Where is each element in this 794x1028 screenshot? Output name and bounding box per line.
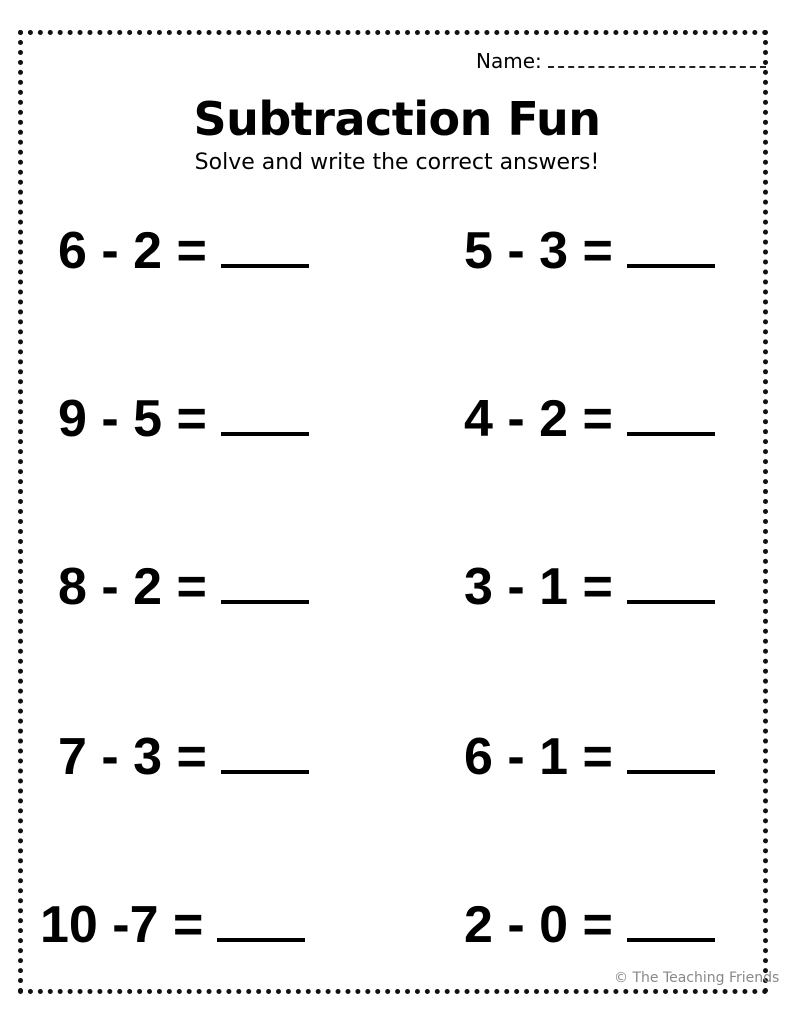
problem-3	[58, 388, 309, 448]
answer-blank[interactable]	[627, 726, 715, 774]
answer-blank[interactable]	[627, 220, 715, 268]
instructions: Solve and write the correct answers!	[194, 150, 600, 175]
answer-blank[interactable]	[221, 220, 309, 268]
answer-blank[interactable]	[627, 894, 715, 942]
problem-expression: 9 - 5 =	[58, 390, 207, 448]
problem-7	[58, 726, 309, 786]
answer-blank[interactable]	[627, 556, 715, 604]
problem-expression: 6 - 2 =	[58, 222, 207, 280]
problem-expression: 2 - 0 =	[464, 896, 613, 954]
answer-blank[interactable]	[221, 726, 309, 774]
problem-expression: 8 - 2 =	[58, 558, 207, 616]
problem-4	[464, 388, 715, 448]
problem-5	[58, 556, 309, 616]
problem-expression: 7 - 3 =	[58, 728, 207, 786]
page-title: Subtraction Fun	[193, 92, 601, 146]
problem-2	[464, 220, 715, 280]
problem-8	[464, 726, 715, 786]
copyright-text: © The Teaching Friends	[614, 970, 780, 986]
problem-9	[40, 894, 305, 954]
answer-blank[interactable]	[627, 388, 715, 436]
problem-expression: 4 - 2 =	[464, 390, 613, 448]
answer-blank[interactable]	[221, 556, 309, 604]
name-write-line[interactable]	[548, 48, 766, 68]
problem-1	[58, 220, 309, 280]
problem-expression: 6 - 1 =	[464, 728, 613, 786]
problem-10	[464, 894, 715, 954]
answer-blank[interactable]	[217, 894, 305, 942]
problem-6	[464, 556, 715, 616]
problem-expression: 5 - 3 =	[464, 222, 613, 280]
name-field	[476, 48, 766, 73]
answer-blank[interactable]	[221, 388, 309, 436]
name-label: Name:	[476, 49, 542, 73]
problem-expression: 3 - 1 =	[464, 558, 613, 616]
problem-expression: 10 -7 =	[40, 896, 204, 954]
